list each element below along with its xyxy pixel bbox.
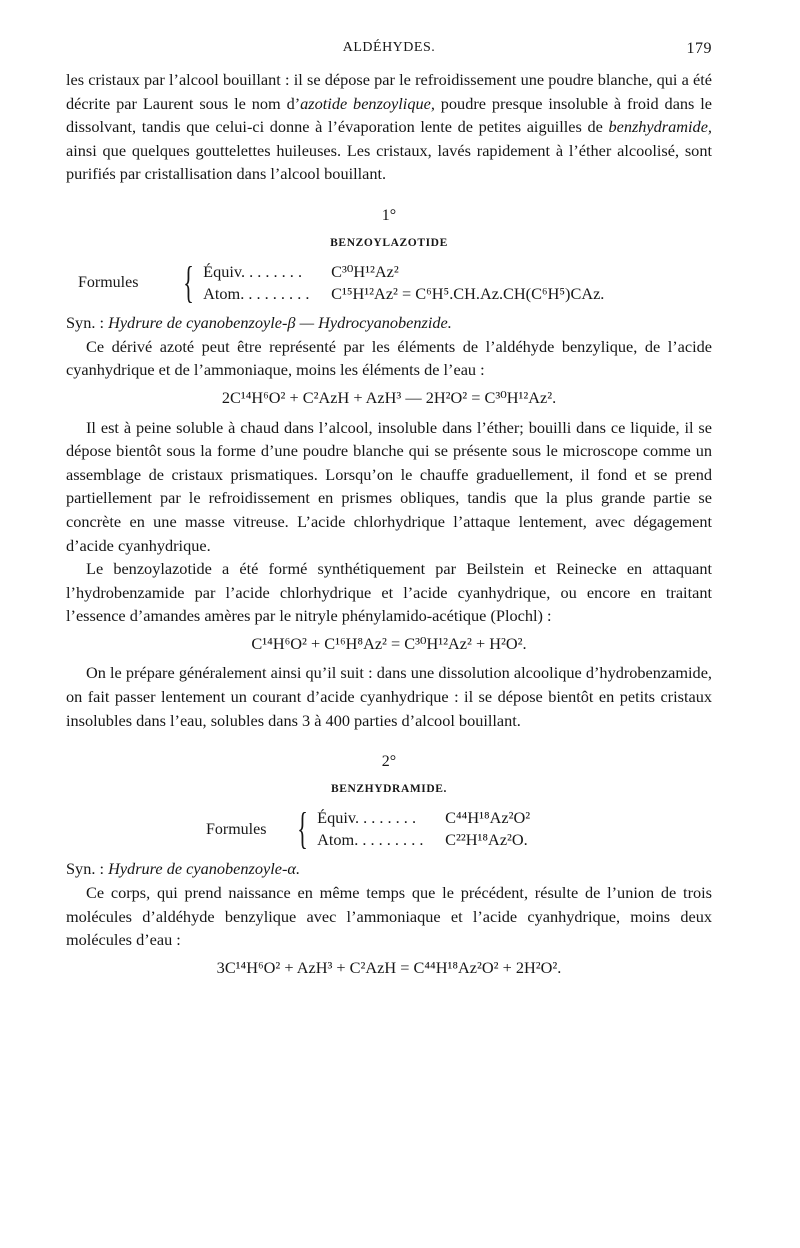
term-azotide-benzoylique: azotide benzoylique, bbox=[300, 93, 435, 113]
synonyms-2 bbox=[66, 857, 712, 881]
formula-row-equiv bbox=[203, 261, 604, 283]
running-head bbox=[66, 40, 712, 56]
equation-1: 2C¹⁴H⁶O² + C²AzH + AzH³ — 2H²O² = C³⁰H¹²Az². bbox=[221, 387, 557, 407]
formula-row-name: Atom. . . . . . . . . bbox=[203, 284, 310, 304]
formulas-label: Formules bbox=[206, 820, 267, 838]
paragraph-intro-text-1: les cristaux par l’alcool bouillant : il se dépose par le refroidissement une poudre blanche, qui a été décrite par Laurent sous le nom d’ bbox=[66, 70, 712, 113]
formula-row-atom bbox=[203, 283, 604, 305]
syn-text: Hydrure de cyanobenzoyle-α. bbox=[108, 859, 301, 879]
paragraph-synthesis: Le benzoylazotide a été formé synthétiquement par Beilstein et Reinecke en attaquant l’hydrobenzamide par l’acide chlorhydrique et l’acide cyanhydrique, ou encore en traitant l’essence d’amandes amères par le nitryle phénylamido-acétique (Plochl) : bbox=[66, 559, 712, 626]
section-2-formulas bbox=[206, 804, 712, 854]
formula-row-value: C⁴⁴H¹⁸Az²O² bbox=[445, 808, 531, 828]
running-title: ALDÉHYDES. bbox=[342, 40, 436, 55]
paragraph-intro-text-3: ainsi que quelques gouttelettes huileuses. Les cristaux, lavés rapidement à l’éther alcoolisé, sont purifiés par cristallisation dans l’alcool bouillant. bbox=[66, 140, 712, 184]
brace-glyph: { bbox=[183, 258, 194, 308]
formula-row-equiv bbox=[317, 807, 530, 829]
equation-2: C¹⁴H⁶O² + C¹⁶H⁸Az² = C³⁰H¹²Az² + H²O². bbox=[251, 633, 527, 653]
paragraph-preparation: On le prépare généralement ainsi qu’il suit : dans une dissolution alcoolique d’hydrobenzamide, on fait passer lentement un courant d’acide cyanhydrique : il se dépose bientôt en petits cristaux insolubles dans l’eau, solubles dans 3 à 400 parties d’alcool bouillant. bbox=[66, 663, 712, 730]
paragraph-benzhydramide: Ce corps, qui prend naissance en même temps que le précédent, résulte de l’union de trois molécules d’aldéhyde benzylique avec l’ammoniaque et l’acide cyanhydrique, moins deux molécules d’eau : bbox=[66, 883, 712, 950]
paragraph-derivation: Ce dérivé azoté peut être représenté par les éléments de l’aldéhyde benzylique, de l’acide cyanhydrique et de l’ammoniaque, moins les éléments de l’eau : bbox=[66, 336, 712, 380]
section-2-number: 2° bbox=[381, 753, 397, 771]
formulas-label: Formules bbox=[78, 274, 139, 292]
paragraph-properties: Il est à peine soluble à chaud dans l’alcool, insoluble dans l’éther; bouilli dans ce liquide, il se dépose bientôt sous la forme d’une poudre blanche qui se présente sous le microscope comme un assemblage de cristaux prismatiques. Lorsqu’on le chauffe graduellement, il fond et se prend partiellement par le refroidissement en prismes obliques, tandis que la plus grande partie se concrète en une masse vitreuse. L’acide chlorhydrique l’attaque lentement, avec dégagement d’acide cyanhydrique. bbox=[66, 417, 712, 555]
brace-glyph: { bbox=[297, 804, 308, 854]
syn-text: Hydrure de cyanobenzoyle-β — Hydrocyanobenzide. bbox=[108, 313, 452, 333]
paragraph-intro-text-2: poudre presque insoluble à froid dans le dissolvant, tandis que celui-ci donne à l’évaporation lente de petites aiguilles de bbox=[66, 93, 713, 137]
section-1-number: 1° bbox=[381, 206, 397, 224]
syn-prefix: Syn. : bbox=[66, 313, 109, 333]
formula-row-value: C²²H¹⁸Az²O. bbox=[445, 830, 528, 850]
formula-row-atom bbox=[317, 829, 530, 851]
formula-row-name: Équiv. . . . . . . . bbox=[203, 262, 303, 282]
section-1-title: BENZOYLAZOTIDE bbox=[330, 236, 448, 249]
formula-row-value: C¹⁵H¹²Az² = C⁶H⁵.CH.Az.CH(C⁶H⁵)CAz. bbox=[331, 284, 605, 304]
section-2-title: BENZHYDRAMIDE. bbox=[330, 782, 448, 795]
equation-3: 3C¹⁴H⁶O² + AzH³ + C²AzH = C⁴⁴H¹⁸Az²O² + 2H²O². bbox=[216, 957, 562, 977]
formula-rows bbox=[317, 807, 530, 851]
formula-row-name: Équiv. . . . . . . . bbox=[317, 808, 417, 828]
section-1-formulas bbox=[78, 258, 712, 308]
term-benzhydramide: benzhydramide, bbox=[608, 117, 712, 137]
page-body bbox=[66, 68, 712, 985]
synonyms-1 bbox=[66, 311, 712, 335]
paragraph-intro bbox=[66, 68, 712, 186]
syn-prefix: Syn. : bbox=[66, 859, 109, 879]
formula-row-value: C³⁰H¹²Az² bbox=[331, 262, 399, 282]
page-number: 179 bbox=[686, 40, 712, 57]
formula-rows bbox=[203, 261, 604, 305]
formula-row-name: Atom. . . . . . . . . bbox=[317, 830, 424, 850]
